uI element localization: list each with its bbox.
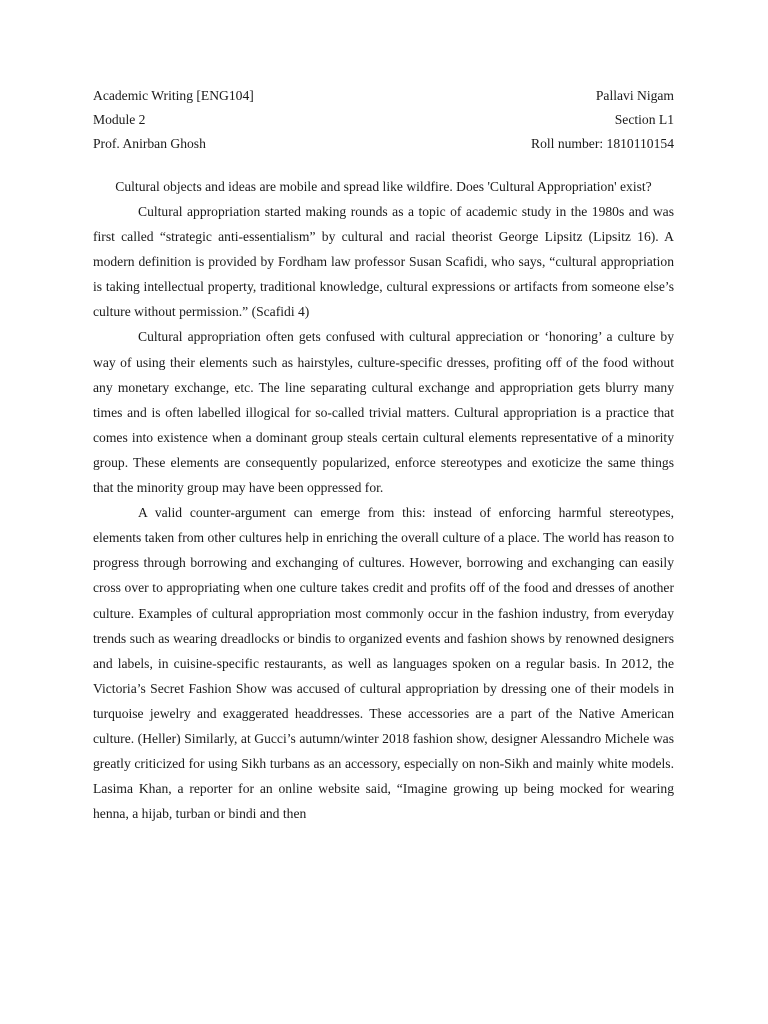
professor-name: Prof. Anirban Ghosh [93,136,206,151]
section-label: Section L1 [614,112,674,127]
author-name: Pallavi Nigam [595,88,674,103]
document-page [93,86,674,826]
header-row-2 [93,110,674,134]
paragraph-1: Cultural appropriation started making rounds as a topic of academic study in the 1980s and was first called “strategic anti-essentialism” by cultural and racial theorist George Lipsitz (Lipsitz 16). A modern definition is provided by Fordham law professor Susan Scafidi, who says, “cultural appropriation is taking intellectual property, traditional knowledge, cultural expressions or artifacts from someone else’s culture without permission.” (Scafidi 4) [93,204,674,320]
module-label: Module 2 [93,112,146,127]
roll-number: Roll number: 1810110154 [531,136,674,151]
paragraph-3: A valid counter-argument can emerge from this: instead of enforcing harmful stereotypes, elements taken from other cultures help in enriching the overall culture of a place. The world has reason to progress through borrowing and exchanging of cultures. However, borrowing and exchanging can easily cross over to appropriating when one culture takes credit and profits off of the food and dresses of another culture. Examples of cultural appropriation most commonly occur in the fashion industry, from everyday trends such as wearing dreadlocks or bindis to organized events and fashion shows by renowned designers and labels, in cuisine-specific restaurants, as well as languages spoken on a regular basis. In 2012, the Victoria’s Secret Fashion Show was accused of cultural appropriation by dressing one of their models in turquoise jewelry and exaggerated headdresses. These accessories are a part of the Native American culture. (Heller) Similarly, at Gucci’s autumn/winter 2018 fashion show, designer Alessandro Michele was greatly criticized for using Sikh turbans as an accessory, especially on non-Sikh and mainly white models. Lasima Khan, a reporter for an online website said, “Imagine growing up being mocked for wearing henna, a hijab, turban or bindi and then [93,505,674,822]
essay-title: Cultural objects and ideas are mobile and spread like wildfire. Does 'Cultural Appropriation' exist? [115,179,652,194]
header-row-1 [93,86,674,110]
paragraph-2: Cultural appropriation often gets confused with cultural appreciation or ‘honoring’ a culture by way of using their elements such as hairstyles, culture-specific dresses, profiting off of the food without any monetary exchange, etc. The line separating cultural exchange and appropriation gets blurry many times and is often labelled illogical for so-called trivial matters. Cultural appropriation is a practice that comes into existence when a dominant group steals certain cultural elements representative of a minority group. These elements are consequently popularized, enforce stereotypes and exoticize the same things that the minority group may have been oppressed for. [93,329,674,496]
course-name: Academic Writing [ENG104] [93,88,254,103]
header-row-3 [93,134,674,158]
